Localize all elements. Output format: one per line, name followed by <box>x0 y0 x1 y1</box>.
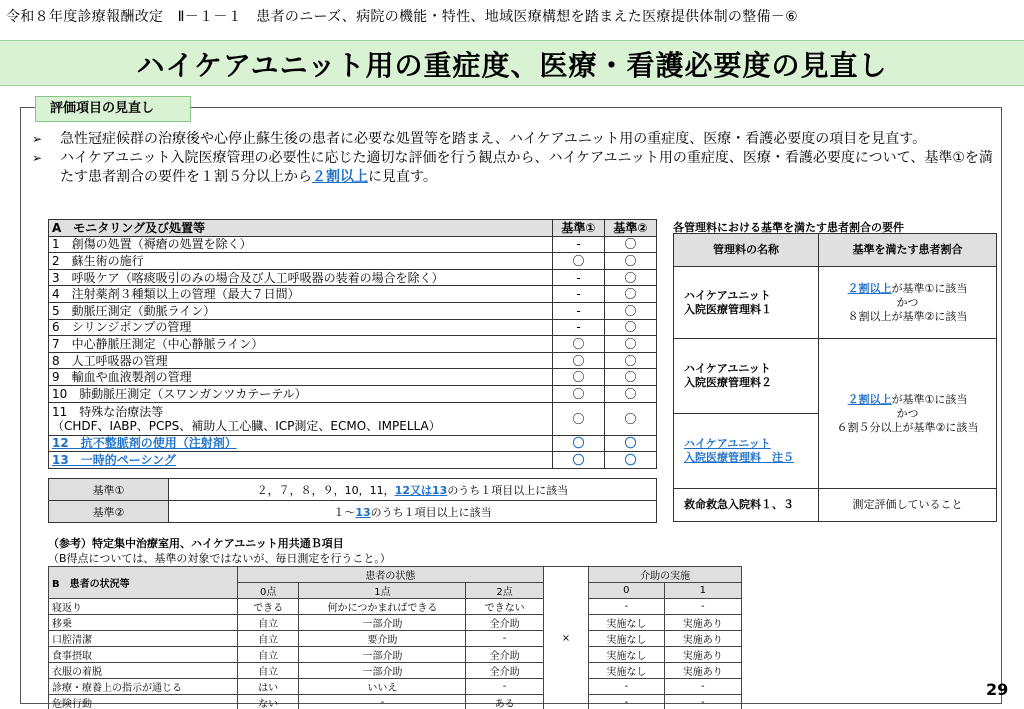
row-item: 8 人工呼吸器の管理 <box>49 352 553 369</box>
criteria-value <box>169 479 657 501</box>
row-a1: 実施あり <box>664 663 741 679</box>
req-text: ８割以上が基準②に該当 <box>847 309 968 323</box>
bullet-item <box>32 130 1002 149</box>
arrow-icon: ➢ <box>32 132 43 146</box>
col-header-a1: 1 <box>664 583 741 599</box>
fee-name <box>674 414 819 489</box>
row-item: 衣服の着脱 <box>49 663 238 679</box>
row-k2: 〇 <box>605 452 657 469</box>
patient-status-table <box>48 566 742 709</box>
criteria-table <box>48 478 657 523</box>
table-row <box>49 679 742 695</box>
row-item <box>49 402 553 435</box>
criteria-label: 基準② <box>49 501 169 523</box>
col-header-p0: 0点 <box>237 583 299 599</box>
row-item-line: 11 特殊な治療法等 <box>52 404 164 419</box>
col-header-p1: 1点 <box>299 583 466 599</box>
req-text: ６割５分以上が基準②に該当 <box>836 420 979 434</box>
req-text: が基準①に該当 <box>891 281 968 295</box>
row-k2: 〇 <box>605 435 657 452</box>
row-s0: 自立 <box>237 647 299 663</box>
row-item: 7 中心静脈圧測定（中心静脈ライン） <box>49 336 553 353</box>
row-s2: 全介助 <box>466 615 543 631</box>
page-number: 29 <box>986 680 1009 699</box>
row-item-line: （CHDF、IABP、PCPS、補助人工心臓、ICP測定、ECMO、IMPELLA） <box>52 418 441 433</box>
row-s2: - <box>466 631 543 647</box>
req-text: かつ <box>896 406 919 420</box>
row-a1: - <box>664 695 741 709</box>
ratio-table <box>673 233 997 522</box>
row-s1: - <box>299 695 466 709</box>
row-k2: 〇 <box>605 302 657 319</box>
row-k1: 〇 <box>553 352 605 369</box>
ratio-requirement <box>819 267 997 339</box>
row-s2: 全介助 <box>466 663 543 679</box>
row-item: 診療・療養上の指示が通じる <box>49 679 238 695</box>
row-a0: - <box>589 599 664 615</box>
criteria-label: 基準① <box>49 479 169 501</box>
criteria-value <box>169 501 657 523</box>
row-k2: 〇 <box>605 336 657 353</box>
table-header-row <box>674 234 997 267</box>
row-a0: 実施なし <box>589 615 664 631</box>
row-k2: 〇 <box>605 369 657 386</box>
table-row <box>49 631 742 647</box>
emphasis-text: ２割以上 <box>847 392 892 406</box>
row-k2: 〇 <box>605 253 657 270</box>
table-row <box>674 267 997 339</box>
col-header-a0: 0 <box>589 583 664 599</box>
table-b-caption: （参考）特定集中治療室用、ハイケアユニット用共通Ｂ項目 <box>48 537 344 550</box>
table-row <box>49 286 657 303</box>
criteria-text: １～ <box>333 505 356 519</box>
fee-name-line: ハイケアユニット <box>684 288 771 302</box>
emphasis-text: 13 <box>355 505 371 519</box>
criteria-text: ２，７，８，９，10，11， <box>256 483 395 497</box>
table-row <box>49 695 742 709</box>
row-s1: 一部介助 <box>299 647 466 663</box>
row-s2: 全介助 <box>466 647 543 663</box>
row-k1: 〇 <box>553 452 605 469</box>
fee-name-line: 入院医療管理料１ <box>684 302 772 316</box>
row-item: 6 シリンジポンプの管理 <box>49 319 553 336</box>
table-row <box>49 599 742 615</box>
row-a0: 実施なし <box>589 647 664 663</box>
row-k2: 〇 <box>605 352 657 369</box>
row-s0: 自立 <box>237 615 299 631</box>
table-row <box>49 253 657 270</box>
row-k1: - <box>553 319 605 336</box>
row-item: 3 呼吸ケア（喀痰吸引のみの場合及び人工呼吸器の装着の場合を除く） <box>49 269 553 286</box>
bullet-text: 急性冠症候群の治療後や心停止蘇生後の患者に必要な処置等を踏まえ、ハイケアユニット用の重症度、医療・看護必要度の項目を見直す。 <box>60 131 927 147</box>
document-header: 令和８年度診療報酬改定 Ⅱ－１－１ 患者のニーズ、病院の機能・特性、地域医療構想を踏まえた医療提供体制の整備－⑥ <box>6 9 798 25</box>
bullet-text: に見直す。 <box>368 169 437 185</box>
ratio-table-caption: 各管理料における基準を満たす患者割合の要件 <box>673 221 904 234</box>
criteria-text: のうち１項目以上に該当 <box>447 483 569 497</box>
row-s0: できる <box>237 599 299 615</box>
row-s1: 何かにつかまればできる <box>299 599 466 615</box>
table-b-note: （B得点については、基準の対象ではないが、毎日測定を行うこと。） <box>48 552 391 565</box>
fee-name-line: ハイケアユニット <box>684 362 771 375</box>
col-header-criteria2: 基準② <box>605 220 657 237</box>
row-k2: 〇 <box>605 269 657 286</box>
bullet-item <box>32 149 1002 187</box>
table-row <box>49 647 742 663</box>
row-item: 5 動脈圧測定（動脈ライン） <box>49 302 553 319</box>
row-k1: - <box>553 269 605 286</box>
req-text: が基準①に該当 <box>891 392 968 406</box>
title-band <box>0 40 1024 86</box>
row-item: 13 一時的ペーシング <box>49 452 553 469</box>
table-row <box>49 352 657 369</box>
row-s0: 自立 <box>237 663 299 679</box>
page-title: ハイケアユニット用の重症度、医療・看護必要度の見直し <box>136 49 888 82</box>
table-row <box>674 339 997 414</box>
table-row <box>49 402 657 435</box>
criteria-text: のうち１項目以上に該当 <box>370 505 492 519</box>
row-item: 9 輸血や血液製剤の管理 <box>49 369 553 386</box>
table-header-row <box>49 567 742 583</box>
cross-mark: × <box>543 567 588 709</box>
row-a0: 実施なし <box>589 631 664 647</box>
table-row <box>49 369 657 386</box>
criteria-row <box>49 479 657 501</box>
row-s0: ない <box>237 695 299 709</box>
req-text: かつ <box>896 295 919 309</box>
row-s1: 一部介助 <box>299 615 466 631</box>
row-a0: 実施なし <box>589 663 664 679</box>
row-s1: いいえ <box>299 679 466 695</box>
col-header-state: 患者の状態 <box>237 567 543 583</box>
col-header-assist: 介助の実施 <box>589 567 742 583</box>
fee-name-line: ハイケアユニット <box>684 437 771 450</box>
row-item: 寝返り <box>49 599 238 615</box>
row-a1: 実施あり <box>664 647 741 663</box>
table-row <box>674 489 997 522</box>
table-row <box>49 319 657 336</box>
ratio-requirement: 測定評価していること <box>819 489 997 522</box>
table-row-new <box>49 452 657 469</box>
emphasis-text: ２割以上 <box>847 281 892 295</box>
arrow-icon: ➢ <box>32 151 43 165</box>
row-s1: 要介助 <box>299 631 466 647</box>
row-a0: - <box>589 679 664 695</box>
col-header-ratio: 基準を満たす患者割合 <box>819 234 997 267</box>
row-s2: - <box>466 679 543 695</box>
criteria-row <box>49 501 657 523</box>
table-row <box>49 615 742 631</box>
row-k1: - <box>553 236 605 253</box>
row-k1: 〇 <box>553 435 605 452</box>
table-header-row <box>49 220 657 237</box>
fee-name-line: 入院医療管理料２ <box>684 376 772 389</box>
table-row <box>49 663 742 679</box>
col-header-p2: 2点 <box>466 583 543 599</box>
row-a1: - <box>664 679 741 695</box>
row-k1: 〇 <box>553 369 605 386</box>
row-item: 1 創傷の処置（褥瘡の処置を除く） <box>49 236 553 253</box>
row-item: 食事摂取 <box>49 647 238 663</box>
fee-name-line: 入院医療管理料 注５ <box>684 451 794 464</box>
row-item: 口腔清潔 <box>49 631 238 647</box>
bullet-list <box>32 130 1002 187</box>
table-row <box>49 302 657 319</box>
emphasis-text: ２割以上 <box>312 169 368 185</box>
col-header-fee-name: 管理料の名称 <box>674 234 819 267</box>
table-row-new <box>49 435 657 452</box>
fee-name <box>674 267 819 339</box>
table-row <box>49 236 657 253</box>
row-s2: できない <box>466 599 543 615</box>
row-k2: 〇 <box>605 286 657 303</box>
row-a1: 実施あり <box>664 615 741 631</box>
row-k2: 〇 <box>605 319 657 336</box>
table-row <box>49 269 657 286</box>
row-k1: - <box>553 302 605 319</box>
row-k1: 〇 <box>553 253 605 270</box>
row-k1: - <box>553 286 605 303</box>
monitoring-table <box>48 219 657 469</box>
fee-name <box>674 339 819 414</box>
row-item: 移乗 <box>49 615 238 631</box>
table-row <box>49 336 657 353</box>
row-s1: 一部介助 <box>299 663 466 679</box>
row-k2: 〇 <box>605 402 657 435</box>
section-tab: 評価項目の見直し <box>35 96 191 122</box>
row-item: 12 抗不整脈剤の使用（注射剤） <box>49 435 553 452</box>
row-item: 10 肺動脈圧測定（スワンガンツカテーテル） <box>49 385 553 402</box>
col-header-criteria1: 基準① <box>553 220 605 237</box>
row-s0: はい <box>237 679 299 695</box>
table-row <box>49 385 657 402</box>
row-a1: 実施あり <box>664 631 741 647</box>
emphasis-text: 12又は13 <box>394 483 448 497</box>
col-header-item: A モニタリング及び処置等 <box>49 220 553 237</box>
row-k1: 〇 <box>553 336 605 353</box>
ratio-requirement <box>819 339 997 489</box>
row-s2: ある <box>466 695 543 709</box>
row-k1: 〇 <box>553 402 605 435</box>
fee-name: 救命救急入院料１、３ <box>674 489 819 522</box>
col-header-item: B 患者の状況等 <box>49 567 238 599</box>
row-k2: 〇 <box>605 385 657 402</box>
row-k1: 〇 <box>553 385 605 402</box>
row-s0: 自立 <box>237 631 299 647</box>
row-item: 2 蘇生術の施行 <box>49 253 553 270</box>
bullet-text: ハイケアユニット入院医療管理の必要性に応じた適切な評価を行う観点から、ハイケアユニット用の重症度、医療・看護必要度について、基準①を満たす患者割合の要件を１割５分以上から <box>60 150 993 185</box>
row-item: 4 注射薬剤３種類以上の管理（最大７日間） <box>49 286 553 303</box>
row-item: 危険行動 <box>49 695 238 709</box>
row-k2: 〇 <box>605 236 657 253</box>
row-a0: - <box>589 695 664 709</box>
row-a1: - <box>664 599 741 615</box>
